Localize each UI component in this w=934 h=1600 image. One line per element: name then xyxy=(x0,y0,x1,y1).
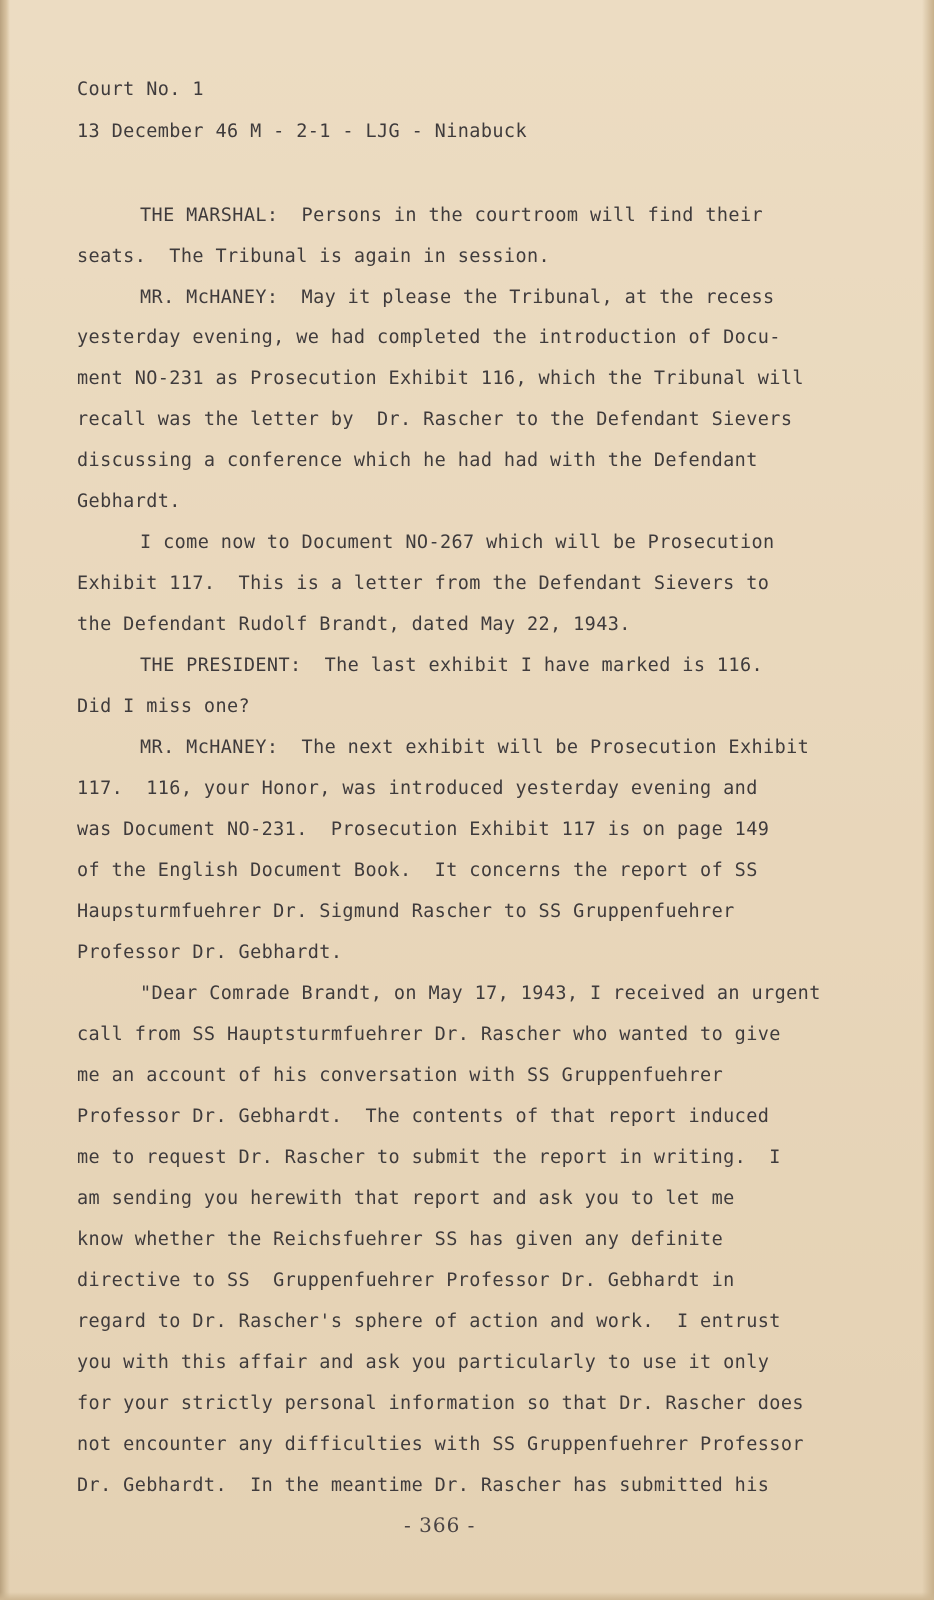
text-line: me an account of his conversation with SS Gruppenfuehrer xyxy=(77,1065,724,1086)
page-edge-right xyxy=(922,0,934,1600)
text-line: MR. McHANEY: The next exhibit will be Prosecution Exhibit xyxy=(140,737,810,758)
text-line: of the English Document Book. It concerns the report of SS xyxy=(77,860,758,881)
text-line: ment NO-231 as Prosecution Exhibit 116, which the Tribunal will xyxy=(77,368,804,389)
text-line: me to request Dr. Rascher to submit the report in writing. I xyxy=(77,1147,781,1168)
session-line: 13 December 46 M - 2-1 - LJG - Ninabuck xyxy=(77,121,527,142)
text-line: Professor Dr. Gebhardt. xyxy=(77,942,343,963)
text-line: was Document NO-231. Prosecution Exhibit 117 is on page 149 xyxy=(77,819,770,840)
text-line: recall was the letter by Dr. Rascher to the Defendant Sievers xyxy=(77,409,793,430)
text-line: directive to SS Gruppenfuehrer Professor Dr. Gebhardt in xyxy=(77,1270,735,1291)
text-line: MR. McHANEY: May it please the Tribunal, at the recess xyxy=(140,287,775,308)
text-line: not encounter any difficulties with SS Gruppenfuehrer Professor xyxy=(77,1434,804,1455)
page-edge-bottom xyxy=(0,1592,934,1600)
text-line: yesterday evening, we had completed the introduction of Docu- xyxy=(77,327,781,348)
text-line: "Dear Comrade Brandt, on May 17, 1943, I received an urgent xyxy=(140,983,821,1004)
text-line: Professor Dr. Gebhardt. The contents of that report induced xyxy=(77,1106,770,1127)
text-line: Haupsturmfuehrer Dr. Sigmund Rascher to SS Gruppenfuehrer xyxy=(77,901,735,922)
text-line: Gebhardt. xyxy=(77,491,181,512)
text-line: know whether the Reichsfuehrer SS has given any definite xyxy=(77,1229,724,1250)
text-line: 117. 116, your Honor, was introduced yesterday evening and xyxy=(77,778,758,799)
court-number: Court No. 1 xyxy=(77,79,204,100)
text-line: for your strictly personal information so that Dr. Rascher does xyxy=(77,1393,804,1414)
text-line: seats. The Tribunal is again in session. xyxy=(77,246,551,267)
text-line: THE PRESIDENT: The last exhibit I have marked is 116. xyxy=(140,655,764,676)
text-line: I come now to Document NO-267 which will be Prosecution xyxy=(140,532,775,553)
page-number: - 366 - xyxy=(404,1513,476,1537)
text-line: Did I miss one? xyxy=(77,696,251,717)
text-line: call from SS Hauptsturmfuehrer Dr. Rascher who wanted to give xyxy=(77,1024,781,1045)
text-line: you with this affair and ask you particularly to use it only xyxy=(77,1352,770,1373)
text-line: am sending you herewith that report and ask you to let me xyxy=(77,1188,735,1209)
text-line: THE MARSHAL: Persons in the courtroom will find their xyxy=(140,205,764,226)
text-line: Dr. Gebhardt. In the meantime Dr. Rascher has submitted his xyxy=(77,1475,770,1496)
text-line: discussing a conference which he had had with the Defendant xyxy=(77,450,758,471)
text-line: regard to Dr. Rascher's sphere of action and work. I entrust xyxy=(77,1311,781,1332)
text-line: the Defendant Rudolf Brandt, dated May 22, 1943. xyxy=(77,614,631,635)
text-line: Exhibit 117. This is a letter from the Defendant Sievers to xyxy=(77,573,770,594)
